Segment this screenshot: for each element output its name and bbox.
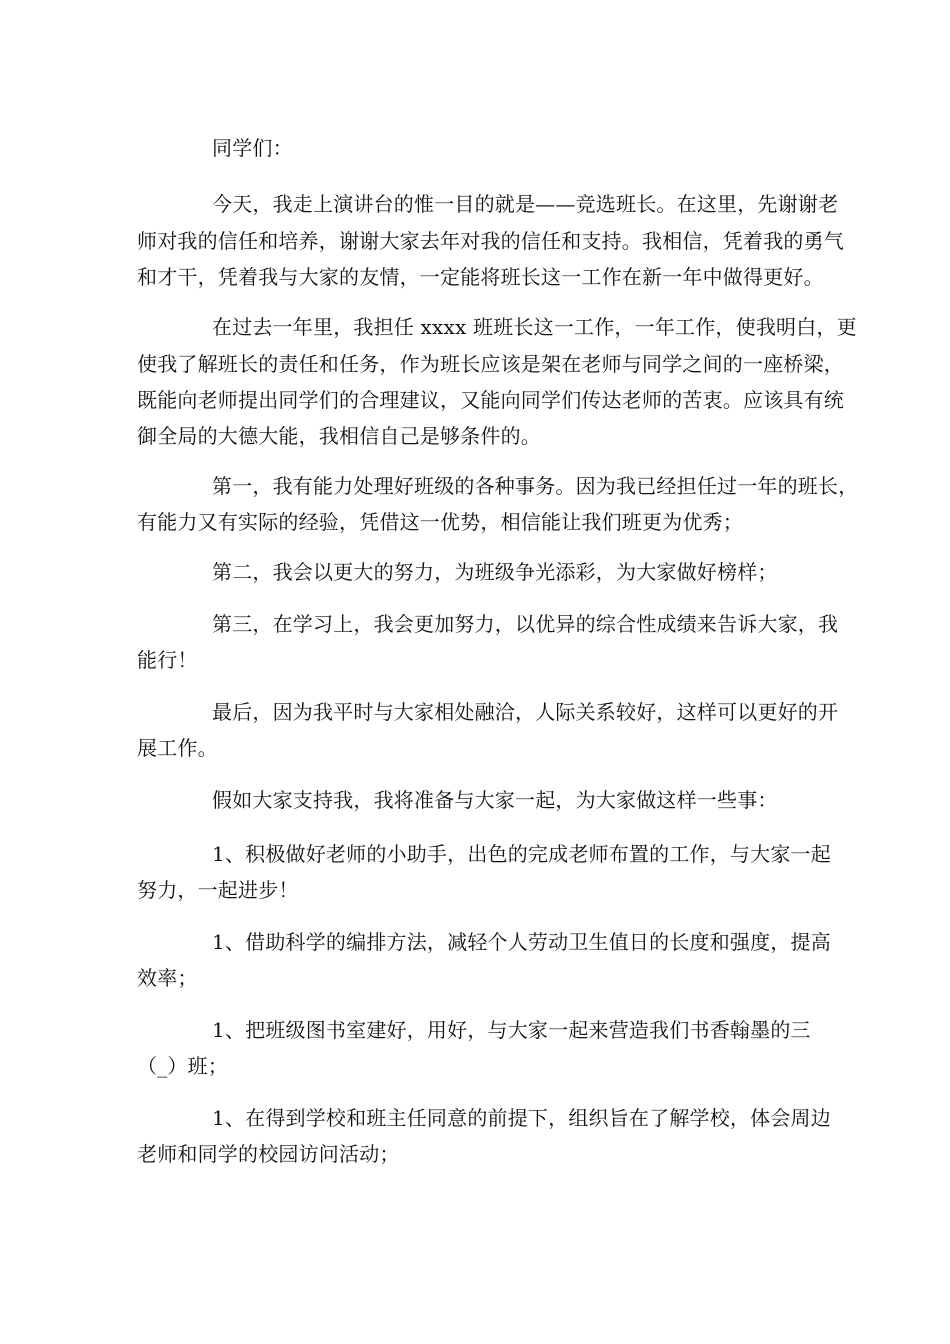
paragraph-3-line-2: 有能力又有实际的经验，凭借这一优势，相信能让我们班更为优秀； bbox=[137, 510, 743, 534]
paragraph-9-line-1: 1、借助科学的编排方法，减轻个人劳动卫生值日的长度和强度，提高 bbox=[212, 930, 831, 954]
paragraph-1-line-2: 师对我的信任和培养，谢谢大家去年对我的信任和支持。我相信，凭着我的勇气 bbox=[137, 229, 844, 253]
paragraph-11-line-1: 1、在得到学校和班主任同意的前提下，组织旨在了解学校，体会周边 bbox=[212, 1106, 831, 1130]
paragraph-1-line-3: 和才干，凭着我与大家的友情，一定能将班长这一工作在新一年中做得更好。 bbox=[137, 265, 824, 289]
paragraph-5-line-2: 能行！ bbox=[137, 648, 198, 672]
paragraph-2-line-1: 在过去一年里，我担任 xxxx 班班长这一工作，一年工作，使我明白，更 bbox=[212, 315, 857, 339]
paragraph-4-line-1: 第二，我会以更大的努力，为班级争光添彩，为大家做好榜样； bbox=[212, 560, 778, 584]
paragraph-1-line-1: 今天，我走上演讲台的惟一目的就是——竞选班长。在这里，先谢谢老 bbox=[212, 192, 839, 216]
paragraph-2-line-3: 既能向老师提出同学们的合理建议，又能向同学们传达老师的苦衷。应该具有统 bbox=[137, 388, 844, 412]
paragraph-6-line-1: 最后，因为我平时与大家相处融洽，人际关系较好，这样可以更好的开 bbox=[212, 700, 839, 724]
paragraph-7-line-1: 假如大家支持我，我将准备与大家一起，为大家做这样一些事： bbox=[212, 788, 778, 812]
paragraph-10-line-1: 1、把班级图书室建好，用好，与大家一起来营造我们书香翰墨的三 bbox=[212, 1018, 811, 1042]
paragraph-8-line-2: 努力，一起进步！ bbox=[137, 878, 299, 902]
paragraph-11-line-2: 老师和同学的校园访问活动； bbox=[137, 1142, 400, 1166]
paragraph-2-line-2: 使我了解班长的责任和任务，作为班长应该是架在老师与同学之间的一座桥梁， bbox=[137, 352, 844, 376]
greeting: 同学们： bbox=[212, 136, 293, 160]
paragraph-6-line-2: 展工作。 bbox=[137, 736, 218, 760]
paragraph-10-line-2: （_）班； bbox=[137, 1054, 228, 1078]
paragraph-3-line-1: 第一，我有能力处理好班级的各种事务。因为我已经担任过一年的班长， bbox=[212, 474, 859, 498]
paragraph-9-line-2: 效率； bbox=[137, 966, 198, 990]
paragraph-8-line-1: 1、积极做好老师的小助手，出色的完成老师布置的工作，与大家一起 bbox=[212, 842, 831, 866]
paragraph-2-line-4: 御全局的大德大能，我相信自己是够条件的。 bbox=[137, 424, 541, 448]
paragraph-5-line-1: 第三，在学习上，我会更加努力，以优异的综合性成绩来告诉大家，我 bbox=[212, 612, 839, 636]
